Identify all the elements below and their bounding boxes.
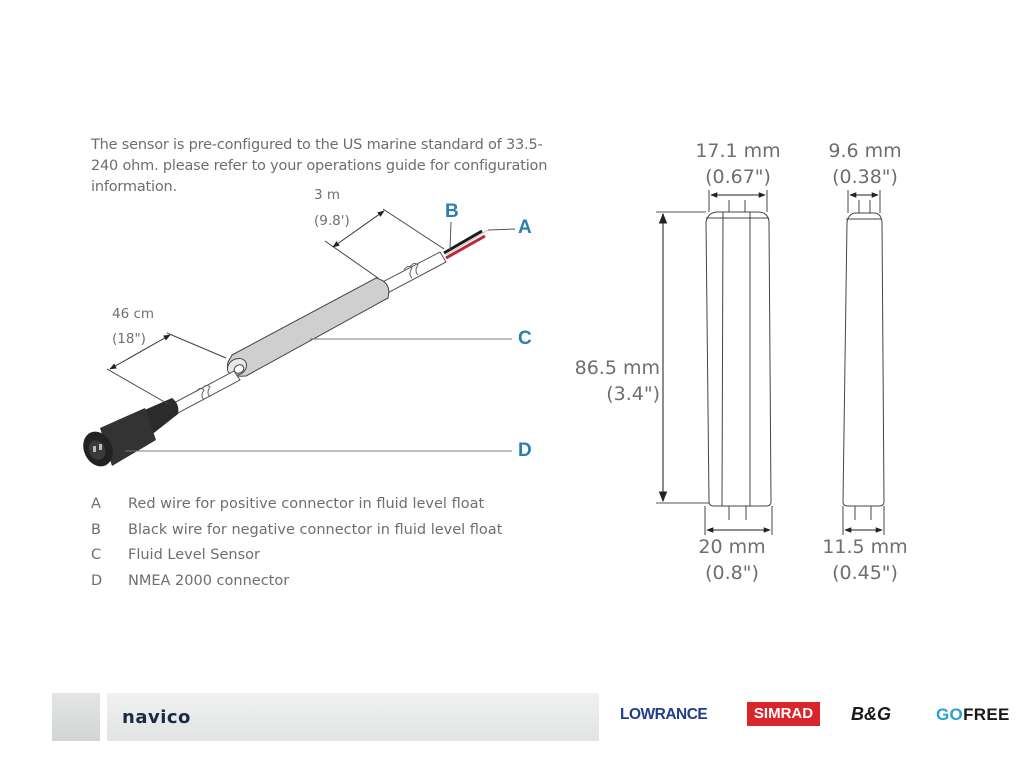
gofree-g: G [936,705,950,724]
callout-b: B [445,201,459,222]
legend-item [91,522,502,548]
dim-side-top-imperial: (0.38") [832,166,898,188]
legend-text: Red wire for positive connector in fluid level float [128,496,485,512]
legend-text: Black wire for negative connector in fluid level float [128,521,503,538]
dim-front-top-imperial: (0.67") [705,166,771,188]
dim-front-top [688,138,788,190]
legend-item [91,547,502,573]
dim-front-top-metric: 17.1 mm [695,140,781,162]
simrad-logo: SIMRAD [747,702,820,726]
sensor-body [224,278,388,379]
dim-front-bottom-metric: 20 mm [698,536,766,558]
legend-key: A [91,496,101,512]
callout-c: C [518,328,532,349]
navico-logo: navico [122,707,191,728]
dim-side-bottom-imperial: (0.45") [832,562,898,584]
bg-logo: B&G [851,704,891,724]
legend-text: Fluid Level Sensor [128,547,260,563]
gofree-o-icon: O [949,705,964,724]
dim-front-bottom [682,534,782,586]
legend-key: C [91,547,102,563]
gofree-logo [936,705,1010,725]
callout-d: D [518,440,532,461]
legend-key: D [91,572,103,589]
sensor-side-view [843,190,884,535]
dim-side-top-metric: 9.6 mm [828,140,902,162]
dim-cable-long-metric: 3 m [314,187,341,203]
dim-height-metric: 86.5 mm [574,357,660,379]
gofree-free: FREE [963,705,1010,724]
legend [91,496,502,598]
footer-accent-block [52,693,100,741]
dim-height [572,355,660,407]
intro-text: The sensor is pre-configured to the US marine standard of 33.5-240 ohm. please refer to your operations guide for configuration information. [91,137,548,195]
lowrance-logo: LOWRANCE [620,706,708,723]
legend-item [91,573,502,599]
dim-height-imperial: (3.4") [606,383,660,405]
dim-cable-long-imperial: (9.8') [314,213,350,229]
nmea-connector [78,398,179,471]
legend-item [91,496,502,522]
dim-cable-short-imperial: (18") [112,331,146,347]
dim-side-bottom [815,534,915,586]
sensor-front-view [705,190,772,535]
dim-side-top [815,138,915,190]
callout-a: A [518,217,532,238]
dim-front-bottom-imperial: (0.8") [705,562,759,584]
legend-key: B [91,521,101,538]
legend-text: NMEA 2000 connector [128,572,290,589]
dim-side-bottom-metric: 11.5 mm [822,536,908,558]
dim-cable-short-metric: 46 cm [112,306,155,322]
